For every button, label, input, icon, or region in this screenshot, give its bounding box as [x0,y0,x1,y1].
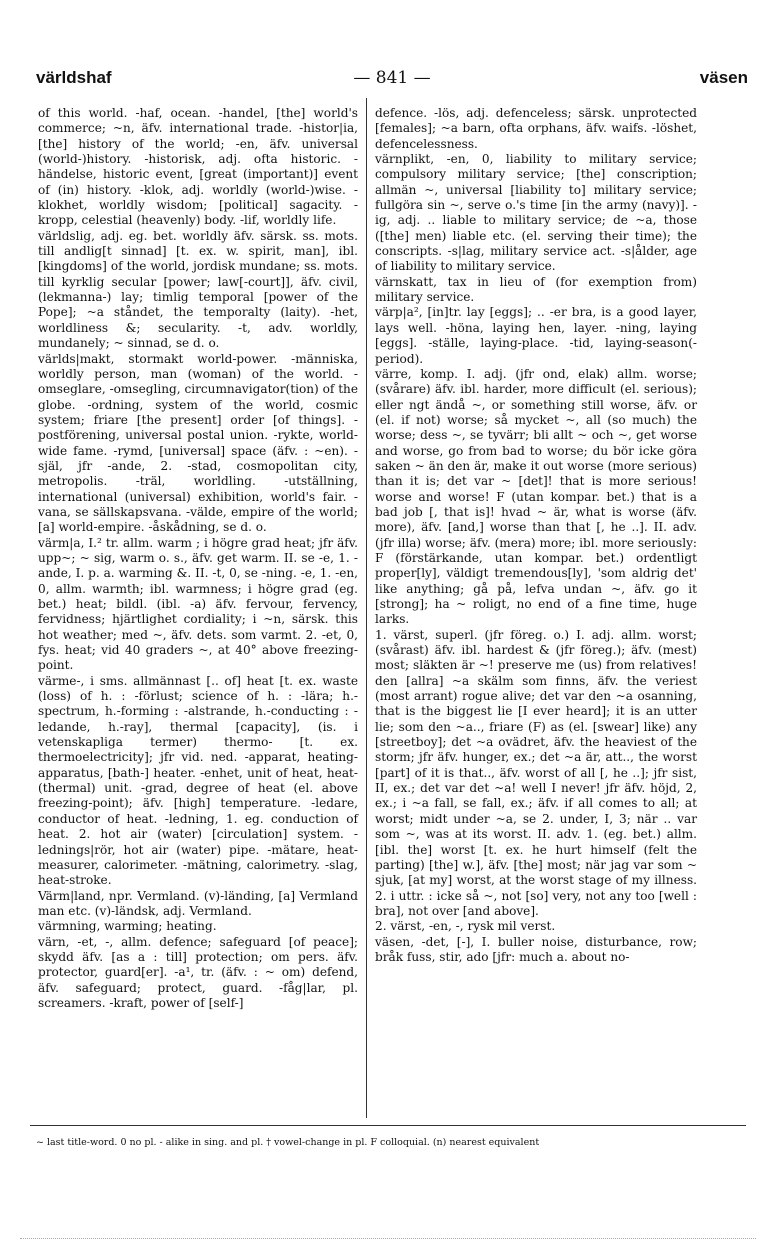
entry-paragraph: värre, komp. I. adj. (jfr ond, elak) allm. worse; (svårare) äfv. ibl. harder, more difficult (el. serious); eller ngt ändå ~, or something still worse, äfv. or (el. if not) worse; så mycket ~, all (so much) the worse; dess ~, se tyvärr; bli allt ~ och ~, get worse and worse, go from bad to worse; du bör icke göra saken ~ än den är, make it out worse (more serious) than it is; det var ~ [det]! that is more serious! worse and worse! F (utan kompar. bet.) that is a bad job [, that is]! hvad ~ är, what is worse (äfv. more), äfv. [and,] worse than that [, he ..]. II. adv. (jfr illa) worse; äfv. (mera) more; ibl. more seriously: F (förstärkande, utan kompar. bet.) ordentligt proper[ly], väldigt tremendous[ly], 'som aldrig det' like anything; gå på, lefva undan ~, äfv. go it [strong]; ha ~ roligt, no end of a fine time, huge larks. [375,366,697,627]
page-number: — 841 — [353,68,431,88]
header-right-guideword: väsen [699,68,748,87]
entry-paragraph: värnskatt, tax in lieu of (for exemption from) military service. [375,274,697,305]
column-divider [366,98,367,1118]
entry-paragraph: världslig, adj. eg. bet. worldly äfv. särsk. ss. mots. till andlig[t sinnad] [t. ex. w. spirit, man], ibl. [kingdoms] of the world, jordisk mundane; ss. mots. till kyrklig secular [power; law[-court]], äfv. civil, (lekmanna-) lay; timlig temporal [power of the Pope]; ~a ståndet, the temporalty (laity). -het, worldliness &; secularity. -t, adv. worldly, mundanely; ~ sinnad, se d. o. [38,228,358,351]
left-column [38,106,358,1011]
entry-paragraph: Värm|land, npr. Vermland. (v)-länding, [a] Vermland man etc. (v)-ländsk, adj. Vermland. [38,888,358,918]
running-header [36,68,748,92]
entry-paragraph: värmning, warming; heating. [38,919,217,934]
entry-paragraph: 1. värst, superl. (jfr föreg. o.) I. adj. allm. worst; (svårast) äfv. ibl. hardest & (jfr föreg.); äfv. (mest) most; släkten är ~! preserve me (us) from relatives! den [allra] ~a skälm som finns, äfv. the veriest (most arrant) rogue alive; det var den ~a osanning, that is the biggest lie [I ever heard]; it is an utter lie; som den ~a.., friare (F) as (el. [swear] like) any [streetboy]; det ~a ovädret, äfv. the heaviest of the storm; jfr äfv. hunger, ex.; det ~a är, att.., the worst [part] of it is that.., äfv. worst of all [, he ..]; jfr sist, II, ex.; det var det ~a! well I never! jfr äfv. höjd, 2, ex.; i ~a fall, se fall, ex.; äfv. if all comes to all; at worst; midt under ~a, se 2. under, I, 3; när .. var som ~, was at its worst. II. adv. 1. (eg. bet.) allm. [ibl. the] worst [t. ex. he hurt himself (felt the parting) [the] w.], äfv. [the] most; när jag var som ~ sjuk, [at my] worst, at the worst stage of my illness. 2. i uttr. : icke så ~, not [so] very, not any too [well : bra], not over [and above]. [375,627,697,918]
entry-paragraph: of this world. -haf, ocean. -handel, [the] world's commerce; ~n, äfv. international trade. -histor|ia, [the] history of the world; -en, äfv. universal (world-)history. -historisk, adj. ofta historic. -händelse, historic event, [great (important)] event of (in) history. -klok, adj. worldly (world-)wise. -klokhet, worldly wisdom; [political] sagacity. -kropp, celestial (heavenly) body. -lif, worldly life. [38,106,358,228]
entry-paragraph: defence. -lös, adj. defenceless; särsk. unprotected [females]; ~a barn, ofta orphans, äfv. waifs. -löshet, defencelessness. [375,106,697,151]
entry-paragraph: värme-, i sms. allmännast [.. of] heat [t. ex. waste (loss) of h. : -förlust; science of h. : -lära; h.-spectrum, h.-forming : -alstrande, h.-conducting : -ledande, h.-ray], thermal [capacity], (is. i vetenskapliga termer) thermo- [t. ex. thermoelectricity]; jfr vid. ned. -apparat, heating-apparatus, [bath-] heater. -enhet, unit of heat, heat-(thermal) unit. -grad, degree of heat (el. above freezing-point); äfv. [high] temperature. -ledare, conductor of heat. -ledning, 1. eg. conduction of heat. 2. hot air (water) [circulation] system. -lednings|rör, hot air (water) pipe. -mätare, heat-measurer, calorimeter. -mätning, calorimetry. -slag, heat-stroke. [38,673,358,888]
entry-paragraph: 2. värst, -en, -, rysk mil verst. [375,919,556,934]
header-left-guideword: världshaf [36,68,112,87]
page-edge-dotted-line [20,1238,756,1239]
entry-paragraph: världs|makt, stormakt world-power. -människa, worldly person, man (woman) of the world. -omseglare, -omsegling, circumnavigator(tion) of the globe. -ordning, system of the world, cosmic system; friare [the present] order [of things]. -postförening, universal postal union. -rykte, world-wide fame. -rymd, [universal] space (äfv. : ~en). -själ, jfr -ande, 2. -stad, cosmopolitan city, metropolis. -träl, worldling. -utställning, international (universal) exhibition, world's fair. -vana, se sällskapsvana. -välde, empire of the world; [a] world-empire. -åskådning, se d. o. [38,351,358,535]
entry-paragraph: värm|a, I.² tr. allm. warm ; i högre grad heat; jfr äfv. upp~; ~ sig, warm o. s., äfv. get warm. II. se -e, 1. -ande, I. p. a. warming &. II. -t, 0, se -ning. -e, 1. -en, 0, allm. warmth; ibl. warmness; i högre grad (eg. bet.) heat; bildl. (ibl. -a) äfv. fervour, fervency, fervidness; hjärtlighet cordiality; i ~n, särsk. this hot weather; med ~, äfv. dets. som varmt. 2. -et, 0, fys. heat; vid 40 graders ~, at 40° above freezing-point. [38,535,358,673]
entry-paragraph: värp|a², [in]tr. lay [eggs]; .. -er bra, is a good layer, lays well. -höna, laying hen, layer. -ning, laying [eggs]. -ställe, laying-place. -tid, laying-season(-period). [375,305,697,366]
right-column [375,106,697,965]
entry-paragraph: värn, -et, -, allm. defence; safeguard [of peace]; skydd äfv. [as a : till] protection; om pers. äfv. protector, guard[er]. -a¹, tr. (äfv. : ~ om) defend, äfv. safeguard; protect, guard. -fåg|lar, pl. screamers. -kraft, power of [self-] [38,934,358,1010]
entry-paragraph: värnplikt, -en, 0, liability to military service; compulsory military service; [the] conscription; allmän ~, universal [liability to] military service; fullgöra sin ~, serve o.'s time [in the army (navy)]. -ig, adj. .. liable to military service; de ~a, those ([the] men) liable etc. (el. serving their time); the conscripts. -s|lag, military service act. -s|ålder, age of liability to military service. [375,152,697,274]
footer-rule [30,1125,746,1126]
abbreviation-legend: ~ last title-word. 0 no pl. - alike in sing. and pl. † vowel-change in pl. F colloquial. (n) nearest equivalent [36,1137,540,1148]
entry-paragraph: väsen, -det, [-], I. buller noise, disturbance, row; bråk fuss, stir, ado [jfr: much a. about no- [375,934,697,964]
